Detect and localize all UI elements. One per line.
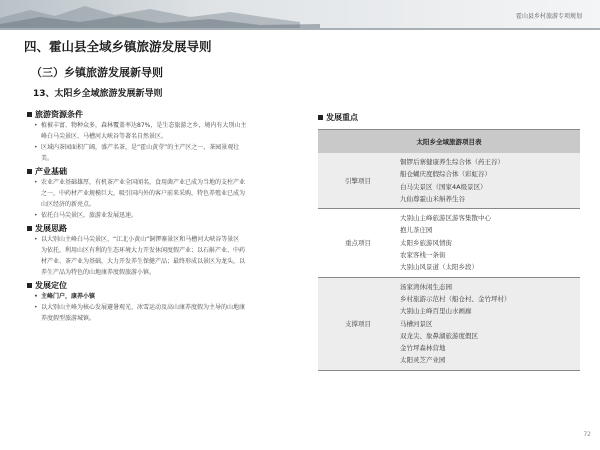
- table-cell: 乡村旅游示范村（船仓村、金竹坪村）: [400, 294, 511, 303]
- list-item: 养生产品为特色的山地康养度假旅游小镇。: [41, 269, 156, 276]
- chapter-heading: 四、霍山县全域乡镇旅游发展导则: [24, 39, 212, 54]
- list-item: • 依托白马尖景区，旅游业发展迅速。: [34, 210, 297, 221]
- table-cell: 铜锣后寨健康养生综合体（药王谷）: [400, 158, 504, 166]
- bullet-list: [34, 177, 297, 221]
- list-item: 美。: [41, 155, 54, 162]
- table-cell: 金竹坪森林营地: [400, 344, 446, 353]
- square-bullet-icon: [27, 226, 32, 231]
- list-item: 山区经济的新亮点。: [41, 201, 96, 208]
- page-number: 72: [583, 431, 591, 438]
- header-title: 霍山县乡村旅游专项规划: [515, 13, 582, 20]
- bullet-list: [34, 291, 297, 324]
- table-cell: 大别山风景道（太阳乡段）: [400, 263, 478, 272]
- list-item: 之一，中药材产业规模巨大，吸引国内外的客户前来采购，特色养殖业已成为: [41, 190, 246, 197]
- table-items: [398, 278, 580, 370]
- square-bullet-icon: [27, 112, 32, 117]
- table-cell: 太阳乡旅游风情街: [400, 238, 452, 247]
- table-cell: 九仙尊霍山米斛养生谷: [400, 194, 465, 203]
- table-category: 引擎项目: [345, 177, 371, 186]
- table-cell: 汤家湾休闲生态园: [400, 282, 452, 291]
- section-heading: （三）乡镇旅游发展新导则: [31, 66, 163, 79]
- section-title-text: 发展定位: [35, 281, 67, 290]
- table-category: 支撑项目: [345, 320, 371, 329]
- header-banner: [0, 0, 600, 30]
- right-section-title-text: 发展重点: [326, 113, 358, 122]
- subsection-heading: 13、太阳乡全域旅游发展新导则: [33, 89, 163, 99]
- square-bullet-icon: [318, 115, 323, 120]
- table-row: [318, 209, 580, 277]
- square-bullet-icon: [27, 283, 32, 288]
- project-table: [318, 129, 580, 383]
- list-item: 峰白马尖景区、马槽河大峡谷等著名自然景区。: [41, 133, 168, 140]
- table-cell: 大别山主峰旅游区游客集散中心: [400, 214, 491, 223]
- table-row: [318, 153, 580, 209]
- list-item: 为依托，利用山区有利的生态环境大力开发休闲度假产业；以石斛产业、中药: [41, 247, 246, 254]
- left-column: [27, 107, 297, 324]
- list-item: 材产业、茶产业为基础，大力开发养生保健产品；最终形成以景区为龙头，以: [41, 258, 246, 265]
- table-category: 重点项目: [345, 239, 371, 248]
- table-cell: 太阳灵芝产业园: [400, 356, 446, 365]
- list-item: • 主峰门户，康养小镇: [34, 291, 297, 302]
- table-cell: 大别山主峰百里山水画廊: [400, 307, 472, 316]
- section-title: [27, 166, 297, 177]
- list-item: • 以大别山主峰为核心发展避暑观光、冰雪运动及高山康养度假为主导的山地康: [34, 302, 297, 313]
- section-title: [27, 280, 297, 291]
- table-title: 太阳乡全域旅游项目表: [318, 130, 580, 153]
- list-item: • 区域内茶园面积广阔，盛产名茶，是“霍山黄芽”的主产区之一，茶园景观壮: [34, 142, 297, 153]
- section-title-text: 旅游资源条件: [35, 110, 83, 119]
- list-item: • 植被丰富、物种众多，森林覆盖率达87%，是生态旅游之乡，境内有大别山主: [34, 120, 297, 131]
- list-item: • 农业产业基础雄厚，有机茶产业全国闻名，食用菌产业已成为当地的支柱产业: [34, 177, 297, 188]
- section-title-text: 产业基础: [35, 167, 67, 176]
- right-section-title: [318, 112, 358, 123]
- table-items: [398, 153, 580, 208]
- section-title: [27, 109, 297, 120]
- mountain-banner-image: [0, 0, 600, 30]
- bullet-list: [34, 120, 297, 164]
- table-items: [398, 209, 580, 276]
- table-row: [318, 278, 580, 371]
- table-cell: 马槽河景区: [400, 319, 433, 328]
- bullet-list: [34, 234, 297, 278]
- list-item: 养度假型旅游城镇。: [41, 315, 96, 322]
- list-item: • 以大别山主峰白马尖景区、“江北小黄山”铜锣寨景区和马槽河大峡谷等景区: [34, 234, 297, 245]
- table-cell: 双龙尖、象鼻湖旅游度假区: [400, 331, 478, 340]
- table-cell: 白马尖景区（国家4A级景区）: [400, 182, 487, 191]
- table-cell: 船仓蝴庆度假综合体（彩虹谷）: [400, 170, 491, 179]
- section-title: [27, 223, 297, 234]
- table-cell: 农家客栈一条街: [400, 251, 446, 260]
- section-title-text: 发展思路: [35, 224, 67, 233]
- square-bullet-icon: [27, 169, 32, 174]
- table-cell: 抱儿茶庄园: [400, 226, 433, 235]
